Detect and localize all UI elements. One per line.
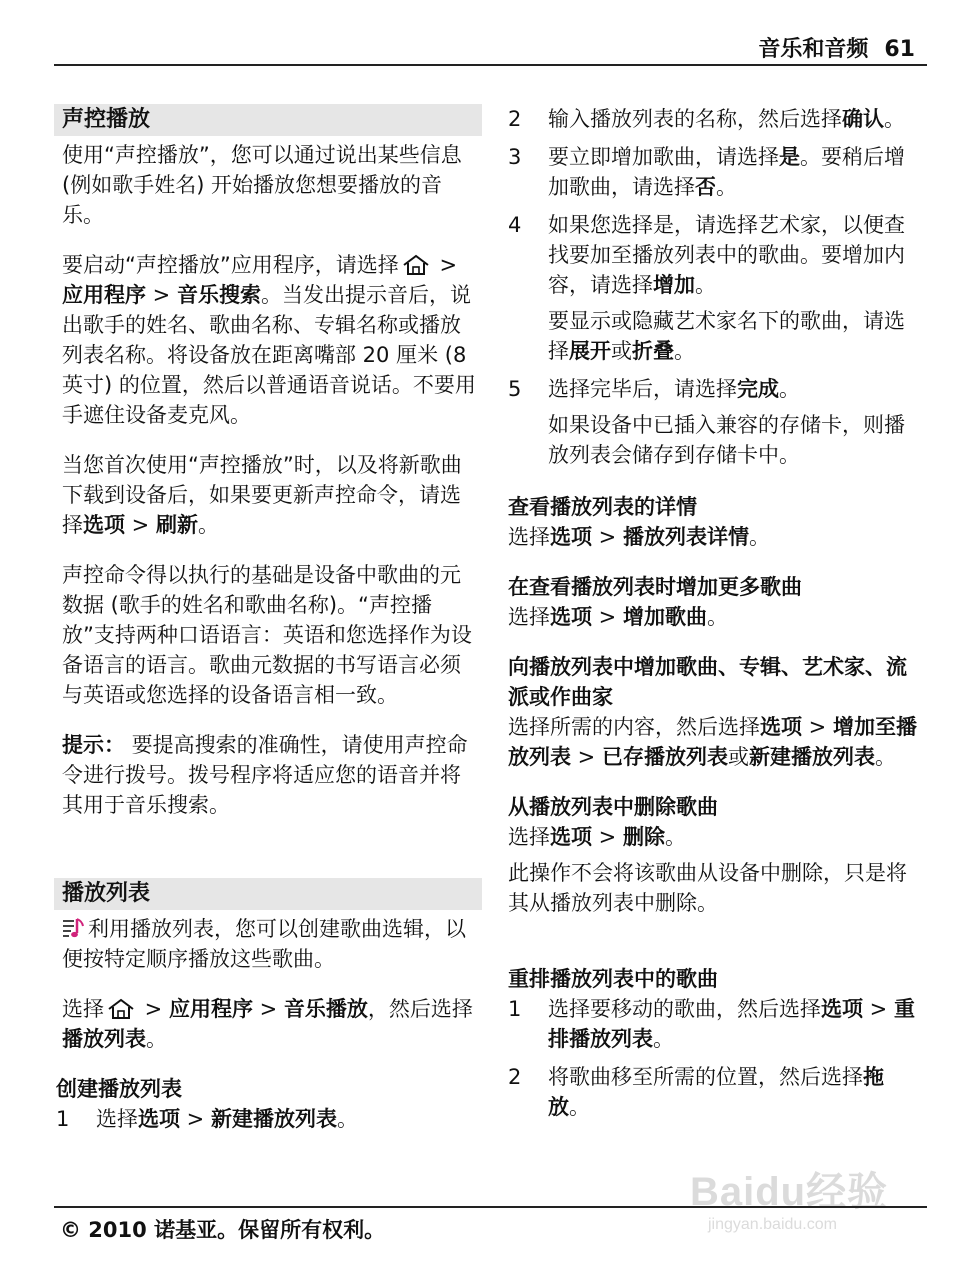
home-icon (401, 254, 431, 276)
heading-delete: 从播放列表中删除歌曲 (508, 795, 718, 819)
paragraph-open-playlists: 选择 > 应用程序 > 音乐播放，然后选择播放列表。 (62, 997, 473, 1051)
paragraph-add-more: 选择选项 > 增加歌曲。 (508, 605, 728, 629)
watermark-site: jingyan.baidu.com (708, 1216, 837, 1233)
heading-reorder: 重排播放列表中的歌曲 (508, 967, 718, 991)
heading-create-playlist: 创建播放列表 (56, 1077, 182, 1101)
paragraph-intro: 使用“声控播放”，您可以通过说出某些信息 (例如歌手姓名) 开始播放您想要播放的音乐。 (62, 143, 462, 227)
left-column (54, 104, 482, 1156)
header-text (758, 32, 915, 63)
tip-paragraph: 提示： 要提高搜索的准确性，请使用声控命令进行拨号。拨号程序将适应您的语音并将其用于音乐搜索。 (62, 733, 468, 817)
page-number: 61 (884, 37, 915, 62)
step-note: 如果设备中已插入兼容的存储卡，则播放列表会储存到存储卡中。 (548, 413, 905, 467)
create-steps-continued (506, 104, 922, 470)
paragraph-start-voice-play: 要启动“声控播放”应用程序，请选择 > 应用程序 > 音乐搜索。当发出提示音后，说出歌手的姓名、歌曲名称、专辑名称或播放列表名称。将设备放在距离嘴部 20 厘米 (8 英寸) 的位置，然后以普通语音说话。不要用手遮住设备麦克风。 (62, 253, 476, 427)
section-title-playlists: 播放列表 (54, 878, 482, 910)
paragraph-view-details: 选择选项 > 播放列表详情。 (508, 525, 770, 549)
section-title-voice-play: 声控播放 (54, 104, 482, 136)
list-item: 2 输入播放列表的名称，然后选择确认。 (508, 107, 905, 131)
chapter-title: 音乐和音频 (758, 37, 869, 62)
heading-add-more: 在查看播放列表时增加更多歌曲 (508, 575, 802, 599)
right-column (506, 104, 922, 1144)
music-note-icon (62, 916, 84, 940)
tip-label: 提示： (62, 733, 125, 757)
list-item: 2 将歌曲移至所需的位置，然后选择拖放。 (508, 1065, 884, 1119)
home-icon (106, 998, 136, 1020)
watermark (690, 1160, 930, 1250)
list-item: 1 选择选项 > 新建播放列表。 (56, 1107, 358, 1131)
heading-view-details: 查看播放列表的详情 (508, 495, 697, 519)
list-item: 4 如果您选择是，请选择艺术家，以便查找要加至播放列表中的歌曲。要增加内容，请选择增加。 要显示或隐藏艺术家名下的歌曲，请选择展开或折叠。 (506, 210, 922, 366)
paragraph-delete: 选择选项 > 删除。 (508, 825, 686, 849)
heading-add-items: 向播放列表中增加歌曲、专辑、艺术家、流派或作曲家 (508, 655, 907, 709)
list-item: 1 选择要移动的歌曲，然后选择选项 > 重排播放列表。 (508, 997, 915, 1051)
paragraph-playlists-intro: 利用播放列表，您可以创建歌曲选辑，以便按特定顺序播放这些歌曲。 (62, 917, 466, 971)
create-steps (54, 1104, 482, 1134)
paragraph-metadata: 声控命令得以执行的基础是设备中歌曲的元数据 (歌手的姓名和歌曲名称)。“声控播放”支持两种口语语言：英语和您选择作为设备语言的语言。歌曲元数据的书写语言必须与英语或您选择的设备语言相一致。 (62, 563, 472, 707)
page-header (54, 30, 927, 66)
list-item: 3 要立即增加歌曲，请选择是。要稍后增加歌曲，请选择否。 (508, 145, 905, 199)
watermark-brand: Baidu经验 (690, 1170, 889, 1214)
list-item: 5 选择完毕后，请选择完成。 如果设备中已插入兼容的存储卡，则播放列表会储存到存储卡中。 (506, 374, 922, 470)
reorder-steps (506, 994, 922, 1122)
paragraph-refresh: 当您首次使用“声控播放”时，以及将新歌曲下载到设备后，如果要更新声控命令，请选择选项 > 刷新。 (62, 453, 462, 537)
paragraph-add-items: 选择所需的内容，然后选择选项 > 增加至播放列表 > 已存播放列表或新建播放列表。 (508, 715, 917, 769)
paragraph-delete-note: 此操作不会将该歌曲从设备中删除，只是将其从播放列表中删除。 (508, 861, 907, 915)
copyright: © 2010 诺基亚。保留所有权利。 (60, 1218, 386, 1242)
step-note: 要显示或隐藏艺术家名下的歌曲，请选择展开或折叠。 (548, 309, 905, 363)
